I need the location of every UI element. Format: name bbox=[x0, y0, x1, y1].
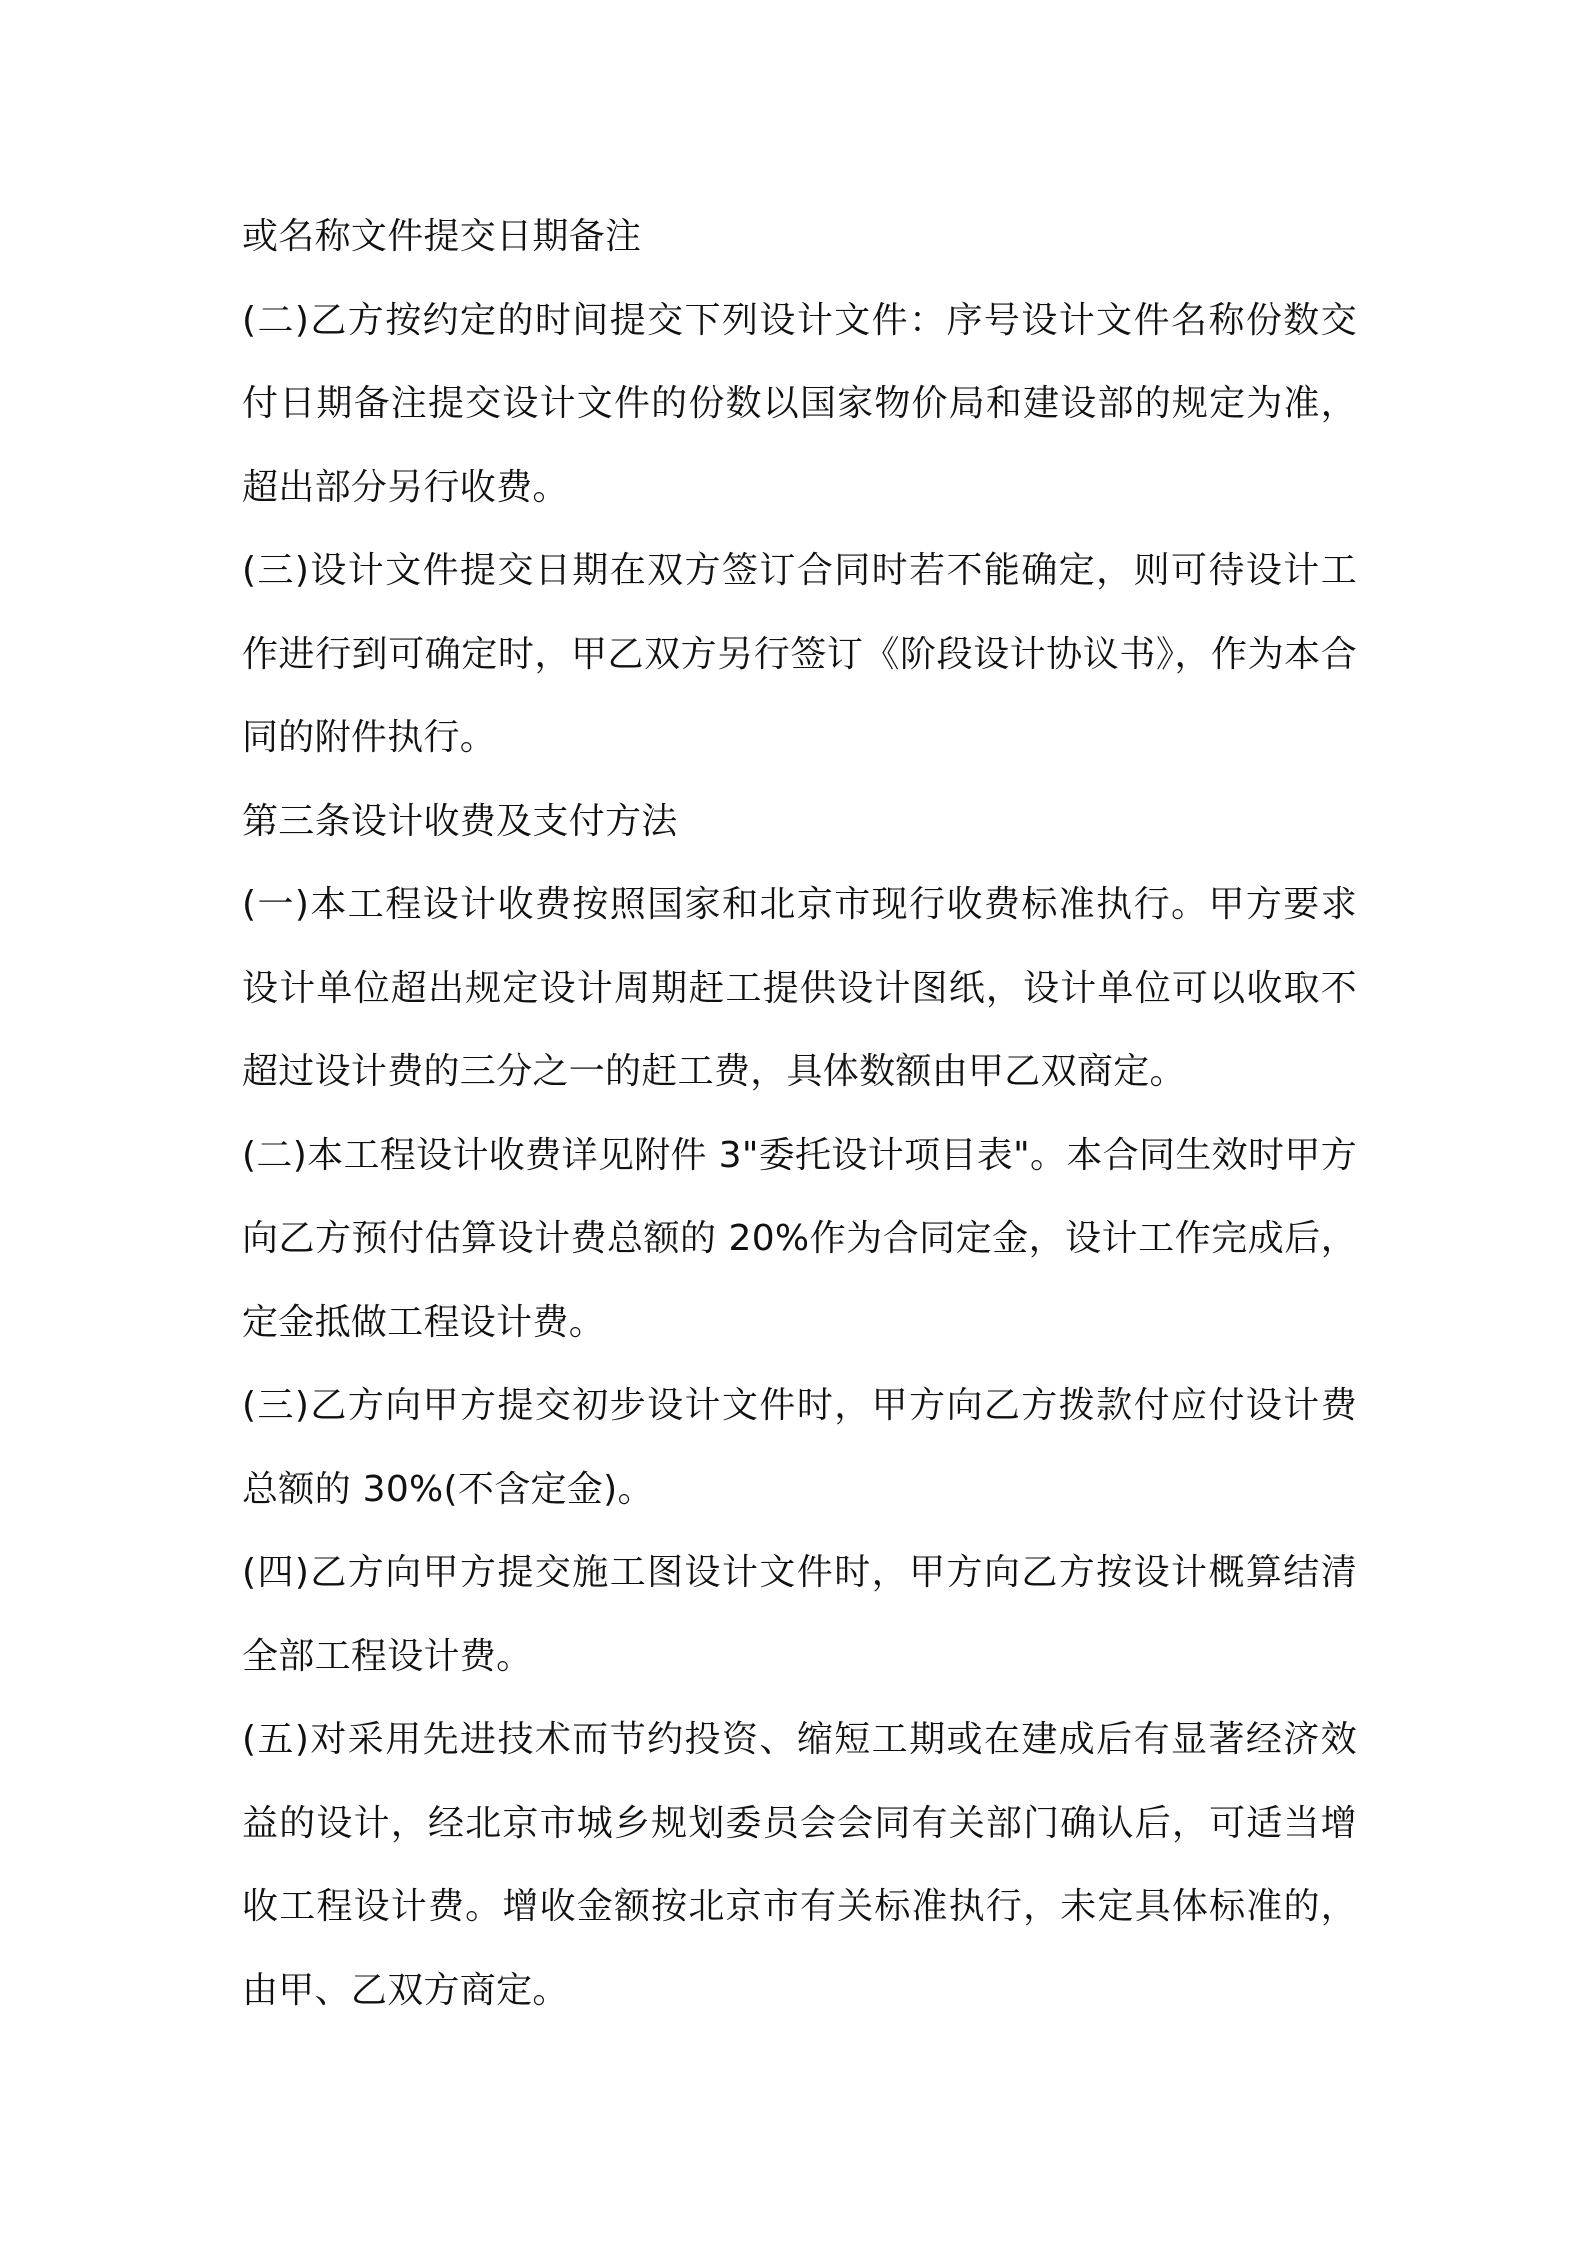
paragraph-clause-3-3: (三)乙方向甲方提交初步设计文件时，甲方向乙方拨款付应付设计费总额的 30%(不含定金)。 bbox=[242, 1385, 1357, 1510]
section-heading-article-3: 第三条设计收费及支付方法 bbox=[242, 800, 678, 842]
paragraph-clause-3-4: (四)乙方向甲方提交施工图设计文件时，甲方向乙方按设计概算结清全部工程设计费。 bbox=[242, 1552, 1357, 1677]
paragraph-clause-3-2: (二)本工程设计收费详见附件 3"委托设计项目表"。本合同生效时甲方向乙方预付估算设计费总额的 20%作为合同定金，设计工作完成后，定金抵做工程设计费。 bbox=[242, 1134, 1357, 1343]
paragraph-clause-3-1: (一)本工程设计收费按照国家和北京市现行收费标准执行。甲方要求设计单位超出规定设计周期赶工提供设计图纸，设计单位可以收取不超过设计费的三分之一的赶工费，具体数额由甲乙双商定。 bbox=[242, 884, 1357, 1092]
document-body bbox=[242, 195, 1357, 2032]
paragraph-clause-3-5: (五)对采用先进技术而节约投资、缩短工期或在建成后有显著经济效益的设计，经北京市城乡规划委员会会同有关部门确认后，可适当增收工程设计费。增收金额按北京市有关标准执行，未定具体标准的，由甲、乙双方商定。 bbox=[242, 1719, 1357, 2011]
paragraph-clause-2-2: (二)乙方按约定的时间提交下列设计文件：序号设计文件名称份数交付日期备注提交设计文件的份数以国家物价局和建设部的规定为准，超出部分另行收费。 bbox=[242, 299, 1357, 508]
paragraph-clause-2-3: (三)设计文件提交日期在双方签订合同时若不能确定，则可待设计工作进行到可确定时，甲乙双方另行签订《阶段设计协议书》，作为本合同的附件执行。 bbox=[242, 550, 1357, 758]
paragraph-deliverables-header-tail: 或名称文件提交日期备注 bbox=[242, 216, 642, 257]
